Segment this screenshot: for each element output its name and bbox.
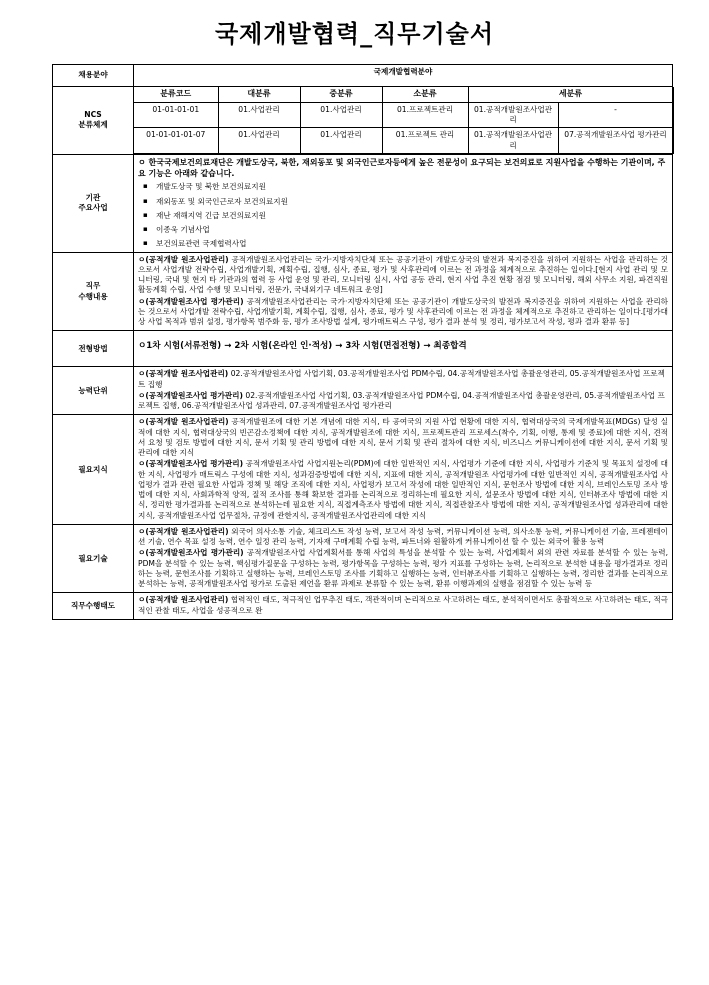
org-content xyxy=(134,154,673,252)
knowledge-label: 필요지식 xyxy=(53,415,134,525)
skills-label: 필요기술 xyxy=(53,524,134,593)
skills-content xyxy=(134,524,673,593)
list-item: ▪ 재난 재해지역 긴급 보건의료지원 xyxy=(156,211,668,221)
duty-p2-body: 공적개발원조사업관리는 국가·지방자치단체 또는 공공기관이 개발도상국의 발전과 복지증진을 위하여 지원하는 사업을 관리하는 것으로서 사업개발 전략수립, 사업개발기획, 계획수립, 집행, 심사, 종료, 평가 및 사후관리에 이르는 전 과정을 체계적으로 추진하고 관리하는 일이다.[평가대상 사업 목적과 범위 설정, 평가항목 범주화 등, 평가 조사방법 설계, 평가매트릭스 구성, 평가 결과 분석 및 정리, 평가보고서 작성, 평과 결과 환류 등] xyxy=(138,296,668,327)
attitude-content xyxy=(134,593,673,620)
duty-p1-body: 공적개발원조사업관리는 국가·지방자치단체 또는 공공기관이 개발도상국의 발전과 복지증진을 위하여 지원하는 사업을 관리하는 것으로서 사업개발 전략수립, 사업개발기획, 계획수립, 집행, 심사, 종료, 평가 및 사후관리에 이르는 전 과정을 체계적으로 추진하는 일이다.[현지 사업 관리 및 모니터링, 국내 및 현지 타 기관과의 협력 등 사업 운영 및 관리, 모니터링 실시, 사업 공동 관리, 현지 사업 추진 현황 점검 및 모니터링, 해외 사무소 지원, 파견직원 활동계획 수립, 사업 수행 및 모니터링, 전문가, 국내외기구 네트워크 운영] xyxy=(138,254,668,295)
field-label: 채용분야 xyxy=(53,65,134,87)
ncs-row-1 xyxy=(134,102,673,128)
ncs-cell: 01.사업관리 xyxy=(218,128,300,154)
list-item: ▪ 개발도상국 및 북한 보건의료지원 xyxy=(156,182,668,192)
knowledge-row xyxy=(53,415,673,525)
org-label xyxy=(53,154,134,252)
org-row xyxy=(53,154,673,252)
ncs-row-2 xyxy=(134,128,673,154)
skills-p1-head: ㅇ(공적개발 원조사업관리) xyxy=(138,526,229,536)
process-row xyxy=(53,331,673,367)
ncs-cell: 01-01-01-01-07 xyxy=(134,128,218,154)
knowledge-p2-body: 공적개발원조사업 사업지원논리(PDM)에 대한 일반적인 지식, 사업평가 기준에 대한 지식, 사업평가 기준치 및 목표치 설정에 대한 지식, 사업평가 매트릭스 구성에 대한 지식, 성과검증방법에 대한 지식, 지표에 대한 지식, 공적개발원조 사업평가에 대한 일반적인 지식, 공적개발원조사업 사업평가 결과 관련 필요한 사업과 정책 및 해당 조직에 대한 지식, 사업평가 보고서 작성에 대한 일반적인 지식, 문헌조사 방법에 대한 지식, 브레인스토밍 조사 방법에 대한 지식, 사회과학적 양적, 질적 조사를 통해 확보한 결과를 논리적으로 정리하는데 필요한 지식, 설문조사 방법에 대한 지식, 인터뷰조사 방법에 대한 지식, 정리한 평가결과를 논리적으로 분석하는데 필요한 지식, 직접계측조사 방법에 대한 지식, 직접관찰조사 방법에 대한 지식, 공적개발원조사업 성과관리에 대한 지식, 공적개발원조사업 업무절차, 규정에 관한지식, 공적개발원조사업관리에 대한 지식 xyxy=(138,459,668,520)
attitude-label: 직무수행태도 xyxy=(53,593,134,620)
org-list xyxy=(138,182,668,249)
knowledge-content xyxy=(134,415,673,525)
attitude-row xyxy=(53,593,673,620)
org-lead: ㅇ 한국국제보건의료재단은 개발도상국, 북한, 재외동포 및 외국인근로자등에게 높은 전문성이 요구되는 보건의료로 지원사업을 수행하는 기관이며, 주요 기능은 아래와 같습니다. xyxy=(138,157,666,178)
skills-paragraph-1 xyxy=(138,527,668,548)
attitude-p1-head: ㅇ(공적개발 원조사업관리) xyxy=(138,595,229,605)
units-p2-head: ㅇ(공적개발원조사업 평가관리) xyxy=(138,390,243,400)
duty-p1-head: ㅇ(공적개발 원조사업관리) xyxy=(138,254,229,264)
ncs-row xyxy=(53,87,673,155)
duty-row xyxy=(53,252,673,331)
ncs-header-middle: 중분류 xyxy=(300,87,382,102)
field-row xyxy=(53,65,673,87)
ncs-cell: 01.공적개발원조사업관리 xyxy=(468,128,558,154)
document-title: 국제개발협력_직무기술서 xyxy=(214,19,495,48)
ncs-header-detail: 세분류 xyxy=(468,87,673,102)
duty-content xyxy=(134,252,673,331)
units-content xyxy=(134,367,673,415)
units-paragraph-1 xyxy=(138,369,668,390)
process-flow: ㅇ1차 시험(서류전형) → 2차 시험(온라인 인·적성) → 3차 시험(면접전형) → 최종합격 xyxy=(138,341,467,352)
knowledge-p1-head: ㅇ(공적개발 원조사업관리) xyxy=(138,417,229,427)
duty-label-text: 직무 수행내용 xyxy=(78,281,108,301)
duty-label xyxy=(53,252,134,331)
ncs-header-minor: 소분류 xyxy=(382,87,468,102)
units-p1-head: ㅇ(공적개발 원조사업관리) xyxy=(138,369,229,379)
knowledge-p2-head: ㅇ(공적개발원조사업 평가관리) xyxy=(138,459,244,469)
knowledge-paragraph-2 xyxy=(138,459,668,521)
ncs-label-text: NCS 분류체계 xyxy=(78,110,108,130)
attitude-paragraph-1 xyxy=(138,595,668,616)
units-p1-body: 02.공적개발원조사업 사업기획, 03.공적개발원조사업 PDM수립, 04.공적개발원조사업 총괄운영관리, 05.공적개발원조사업 프로젝트 집행 xyxy=(138,369,665,389)
units-paragraph-2 xyxy=(138,391,668,412)
ncs-cell: 01.프로젝트 관리 xyxy=(382,128,468,154)
field-value: 국제개발협력분야 xyxy=(134,65,673,87)
org-label-text: 기관 주요사업 xyxy=(78,192,108,213)
duty-paragraph-1 xyxy=(138,255,668,296)
ncs-cell: 01.프로젝트관리 xyxy=(382,102,468,128)
attitude-p1-body: 협력적인 태도, 적극적인 업무추진 태도, 객관적이며 논리적으로 사고하려는 태도, 분석적이면서도 총괄적으로 사고하려는 태도, 적극적인 관찰 태도, 사업을 성공적으로 완 xyxy=(138,595,668,615)
units-p2-body: 02.공적개발원조사업 사업기획, 03.공적개발원조사업 PDM수립, 04.공적개발원조사업 총괄운영관리, 05.공적개발원조사업 프로젝트 집행, 06.공적개발원조사업 성과관리, 07.공적개발원조사업 평가관리 xyxy=(138,390,665,411)
units-row xyxy=(53,367,673,415)
skills-p2-body: 공적개발원조사업 사업계획서를 통해 사업의 특성을 분석할 수 있는 능력, 사업계획서 외의 관련 자료를 분석할 수 있는 능력, PDM을 분석할 수 있는 능력, 핵심평가질문을 구성하는 능력, 평가항목을 구성하는 능력, 평가 지표를 구성하는 능력, 논리적으로 분석한 내용을 평가결과로 정리하는 능력, 문헌조사를 기획하고 실행하는 능력, 브레인스토밍 조사를 기획하고 실행하는 능력, 인터뷰조사를 기획하고 실행하는 능력, 정리한 결과를 논리적으로 분석하는 능력, 공적개발원조사업 평가로 도출된 제언을 환류 과제로 분류할 수 있는 능력, 환류 이행과제의 실행을 점검할 수 있는 능력 등 xyxy=(138,548,668,589)
ncs-cell: 01.공적개발원조사업관리 xyxy=(468,102,558,128)
ncs-cell: 07.공적개발원조사업 평가관리 xyxy=(558,128,673,154)
ncs-header-code: 분류코드 xyxy=(134,87,218,102)
skills-p1-body: 외국어 의사소통 기술, 체크리스트 작성 능력, 보고서 작성 능력, 커뮤니케이션 능력, 의사소통 능력, 커뮤니케이션 기술, 프레젠테이션 기술, 연수 목표 설정 능력, 연수 일정 관리 능력, 기자재 구매계획 수립 능력, 파트너와 원활하게 커뮤니케이션 할 수 있는 외국어 활용 능력 xyxy=(138,526,668,547)
ncs-cell: 01-01-01-01 xyxy=(134,102,218,128)
knowledge-p1-body: 공적개발원조에 대한 기본 개념에 대한 지식, 타 공여국의 지원 사업 현황에 대한 지식, 협력대상국의 국제개발목표(MDGs) 달성 실적에 대한 지식, 협력대상국의 빈곤감소정책에 대한 지식, 공적개발원조에 대한 지식, 프로젝트관리 프로세스(착수, 기획, 이행, 통제 및 종료)에 대한 지식, 견적서 요청 및 검토 방법에 대한 지식, 문서 기획 및 관리 방법에 대한 지식, 문서 기획 및 관리 절차에 대한 지식, 비즈니스 커뮤니케이션에 대한 지식, 문서 기획 및 관리에 대한 지식 xyxy=(138,417,668,458)
ncs-label xyxy=(53,87,134,155)
duty-paragraph-2 xyxy=(138,297,668,328)
skills-p2-head: ㅇ(공적개발원조사업 평가관리) xyxy=(138,548,244,558)
ncs-cell: 01.사업관리 xyxy=(218,102,300,128)
skills-row xyxy=(53,524,673,593)
ncs-cell xyxy=(134,87,673,155)
duty-p2-head: ㅇ(공적개발원조사업 평가관리) xyxy=(138,296,244,306)
units-label: 능력단위 xyxy=(53,367,134,415)
ncs-header-major: 대분류 xyxy=(218,87,300,102)
ncs-cell: - xyxy=(558,102,673,128)
list-item: ▪ 이종욱 기념사업 xyxy=(156,225,668,235)
list-item: ▪ 재외동포 및 외국인근로자 보건의료지원 xyxy=(156,197,668,207)
job-description-table xyxy=(52,64,673,620)
ncs-cell: 01.사업관리 xyxy=(300,102,382,128)
list-item: ▪ 보건의료관련 국제협력사업 xyxy=(156,239,668,249)
ncs-cell: 01.사업관리 xyxy=(300,128,382,154)
process-label: 전형방법 xyxy=(53,331,134,367)
ncs-header-row xyxy=(134,87,673,102)
skills-paragraph-2 xyxy=(138,548,668,589)
process-content xyxy=(134,331,673,367)
knowledge-paragraph-1 xyxy=(138,417,668,458)
ncs-table xyxy=(134,87,674,154)
